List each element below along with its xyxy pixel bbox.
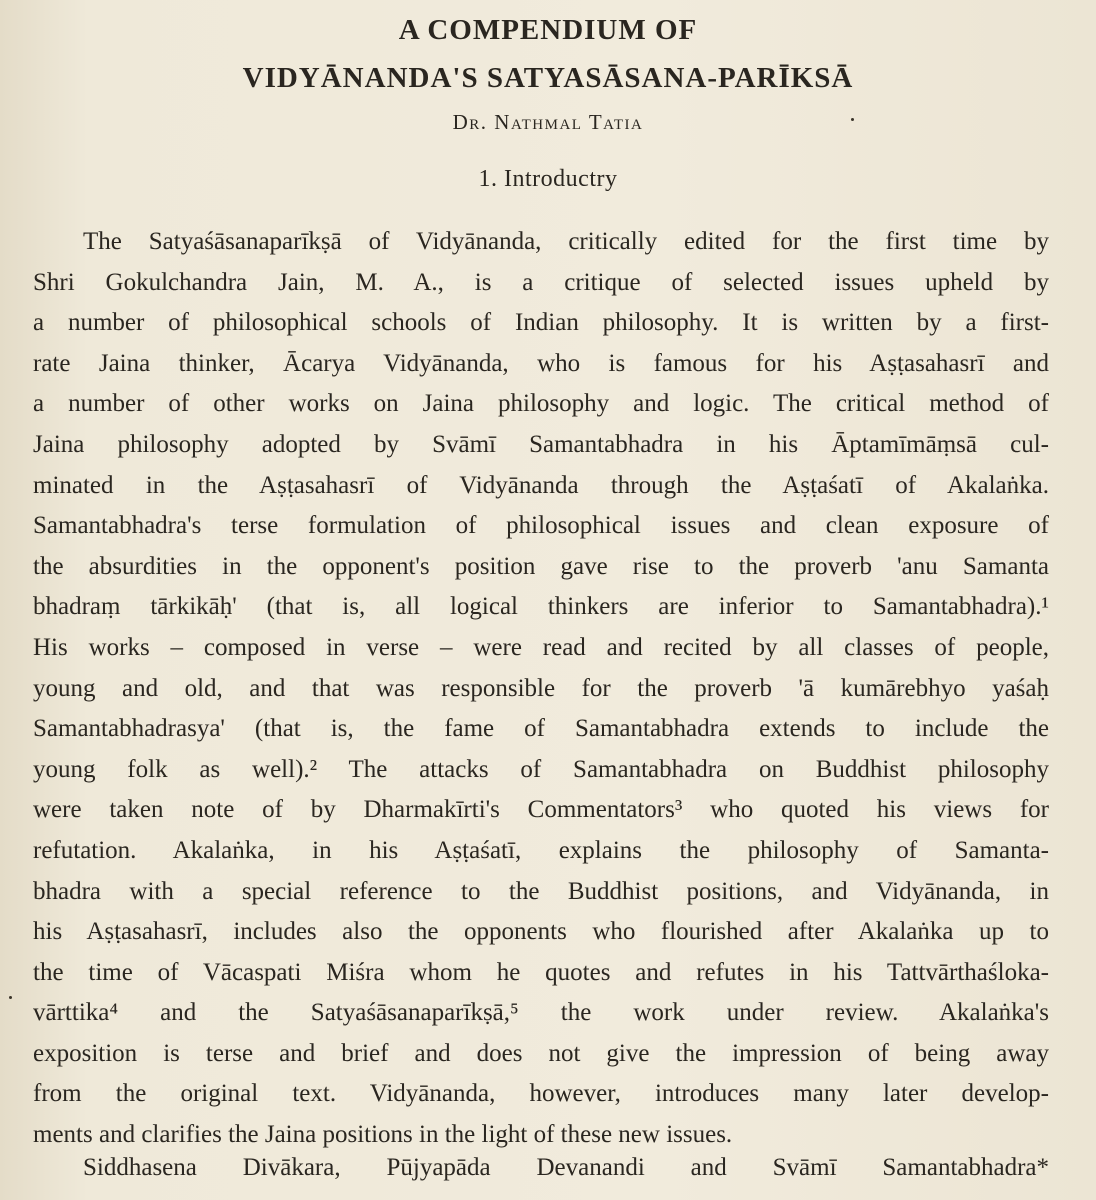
- paragraph-introduction: [33, 222, 1049, 1156]
- print-speck: [9, 996, 12, 999]
- paragraph-second-first-line: Siddhasena Divākara, Pūjyapāda Devanandi and Svāmī Samantabhadra*: [83, 1154, 1049, 1181]
- text-line: young folk as well).² The attacks of Samantabhadra on Buddhist philosophy: [33, 755, 1049, 783]
- text-line: were taken note of by Dharmakīrti's Commentators³ who quoted his views for: [33, 796, 1049, 824]
- section-heading: 1. Introductry: [478, 166, 618, 192]
- text-line: Shri Gokulchandra Jain, M. A., is a critique of selected issues upheld by: [33, 268, 1049, 296]
- text-line: Jaina philosophy adopted by Svāmī Samantabhadra in his Āptamīmāṃsā cul-: [33, 430, 1049, 458]
- text-line: young and old, and that was responsible for the proverb 'ā kumārebhyo yaśaḥ: [33, 674, 1049, 702]
- text-line: from the original text. Vidyānanda, however, introduces many later develop-: [33, 1080, 1049, 1108]
- text-line: a number of other works on Jaina philosophy and logic. The critical method of: [33, 390, 1049, 418]
- text-line: Samantabhadrasya' (that is, the fame of Samantabhadra extends to include the: [33, 715, 1049, 743]
- text-line: minated in the Aṣṭasahasrī of Vidyānanda through the Aṣṭaśatī of Akalaṅka.: [33, 471, 1049, 499]
- text-line: exposition is terse and brief and does not give the impression of being away: [33, 1039, 1049, 1067]
- text-line: rate Jaina thinker, Ācarya Vidyānanda, who is famous for his Aṣṭasahasrī and: [33, 349, 1049, 377]
- text-line: the absurdities in the opponent's position gave rise to the proverb 'anu Samanta: [33, 552, 1049, 580]
- author-name: Dr. Nathmal Tatia: [452, 110, 644, 134]
- text-line: his Aṣṭasahasrī, includes also the opponents who flourished after Akalaṅka up to: [33, 918, 1049, 946]
- text-line: His works – composed in verse – were read and recited by all classes of people,: [33, 633, 1049, 661]
- print-speck: [851, 118, 854, 121]
- text-line: Samantabhadra's terse formulation of philosophical issues and clean exposure of: [33, 512, 1049, 540]
- text-line: ments and clarifies the Jaina positions in the light of these new issues.: [33, 1121, 733, 1149]
- text-line: the time of Vācaspati Miśra whom he quotes and refutes in his Tattvārthaśloka-: [33, 958, 1049, 986]
- text-line: refutation. Akalaṅka, in his Aṣṭaśatī, explains the philosophy of Samanta-: [33, 836, 1049, 864]
- title-line-1: A COMPENDIUM OF: [398, 14, 698, 46]
- text-line: bhadraṃ tārkikāḥ' (that is, all logical thinkers are inferior to Samantabhadra).¹: [33, 593, 1049, 621]
- text-line: a number of philosophical schools of Indian philosophy. It is written by a first-: [33, 309, 1049, 337]
- text-line: The Satyaśāsanaparīkṣā of Vidyānanda, critically edited for the first time by: [83, 228, 1049, 255]
- text-line: bhadra with a special reference to the Buddhist positions, and Vidyānanda, in: [33, 877, 1049, 905]
- text-line: vārttika⁴ and the Satyaśāsanaparīkṣā,⁵ the work under review. Akalaṅka's: [33, 999, 1049, 1027]
- title-line-2: VIDYĀNANDA'S SATYASĀSANA-PARĪKSĀ: [242, 62, 854, 94]
